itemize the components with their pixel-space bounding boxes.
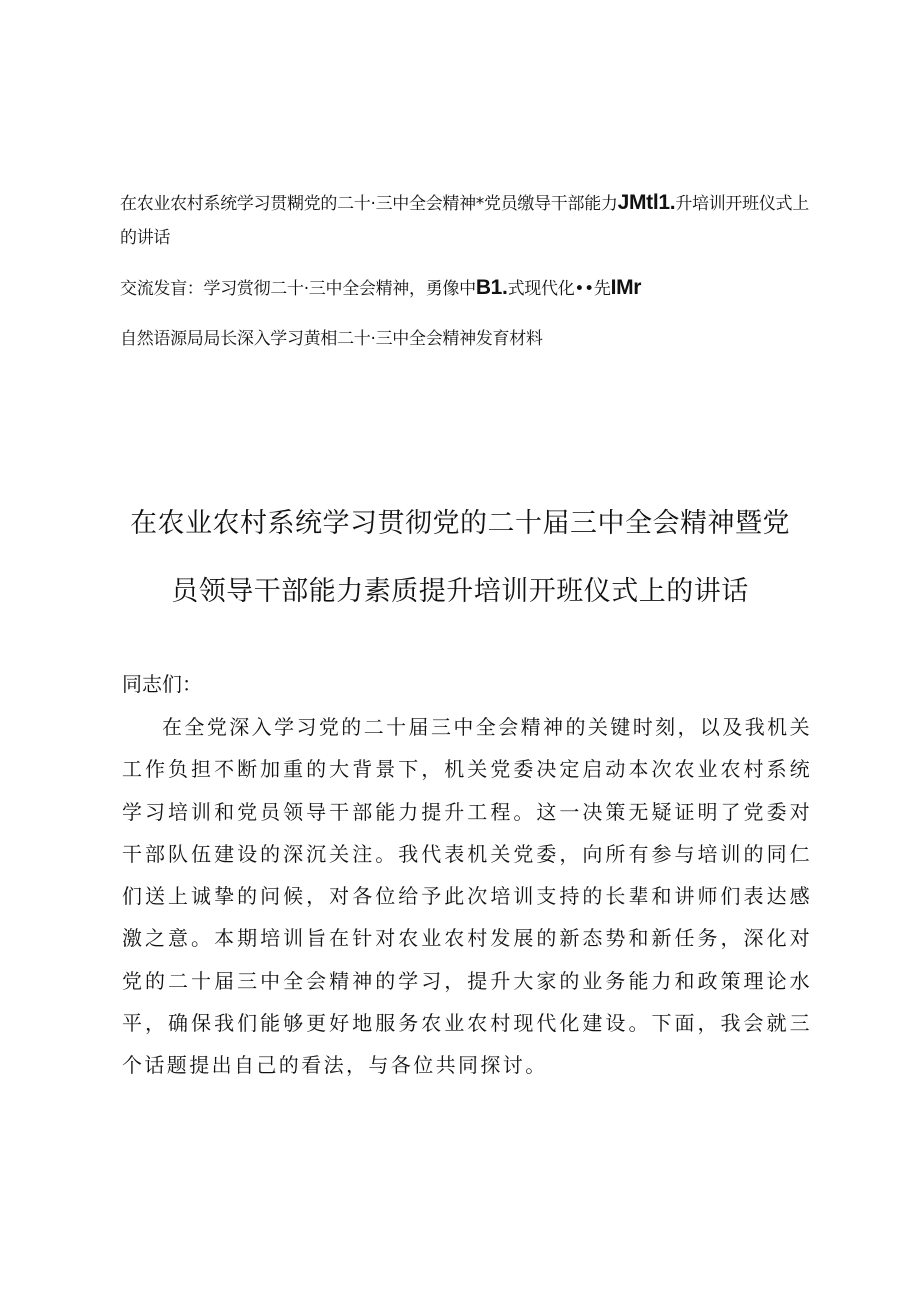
contents-item-bold-text: IMr [610,276,642,299]
document-title [80,490,840,626]
contents-item[interactable] [120,271,820,306]
contents-item[interactable] [120,186,820,255]
contents-item-bold-text: B1. [475,276,508,299]
contents-item-text: 在农业农村系统学习贯糊党的二十·三中全会精神*党员缴导干部能力 [120,194,618,214]
contents-item-text: 升培训开班仪式上的讲话 [120,194,809,248]
document-title-line: 在农业农村系统学习贯彻党的二十届三中全会精神暨党 [130,508,790,539]
contents-item-bold-text: JMtl1. [617,191,676,214]
contents-item-text: 自然语源局局长深入学习黄相二十·三中全会精神发育材料 [120,329,543,349]
contents-list [120,186,820,372]
contents-item[interactable] [120,322,820,356]
body-paragraph: 在全党深入学习党的二十届三中全会精神的关键时刻，以及我机关工作负担不断加重的大背景下，机关党委决定启动本次农业农村系统学习培训和党员领导干部能力提升工程。这一决策无疑证明了党委对干部队伍建设的深沉关注。我代表机关党委，向所有参与培训的同仁们送上诚挚的问候，对各位给予此次培训支持的长辈和讲师们表达感激之意。本期培训旨在针对农业农村发展的新态势和新任务，深化对党的二十届三中全会精神的学习，提升大家的业务能力和政策理论水平，确保我们能够更好地服务农业农村现代化建设。下面，我会就三个话题提出自己的看法，与各位共同探讨。 [122,715,812,1078]
contents-item-text: 交流发盲：学习赏彻二十·三中全会精神，勇像中 [120,279,476,299]
document-title-line: 员领导干部能力素质提升培训开班仪式上的讲话 [171,576,749,607]
contents-item-text: 式现代化••先 [507,279,611,299]
salutation: 同志们： [122,672,202,696]
